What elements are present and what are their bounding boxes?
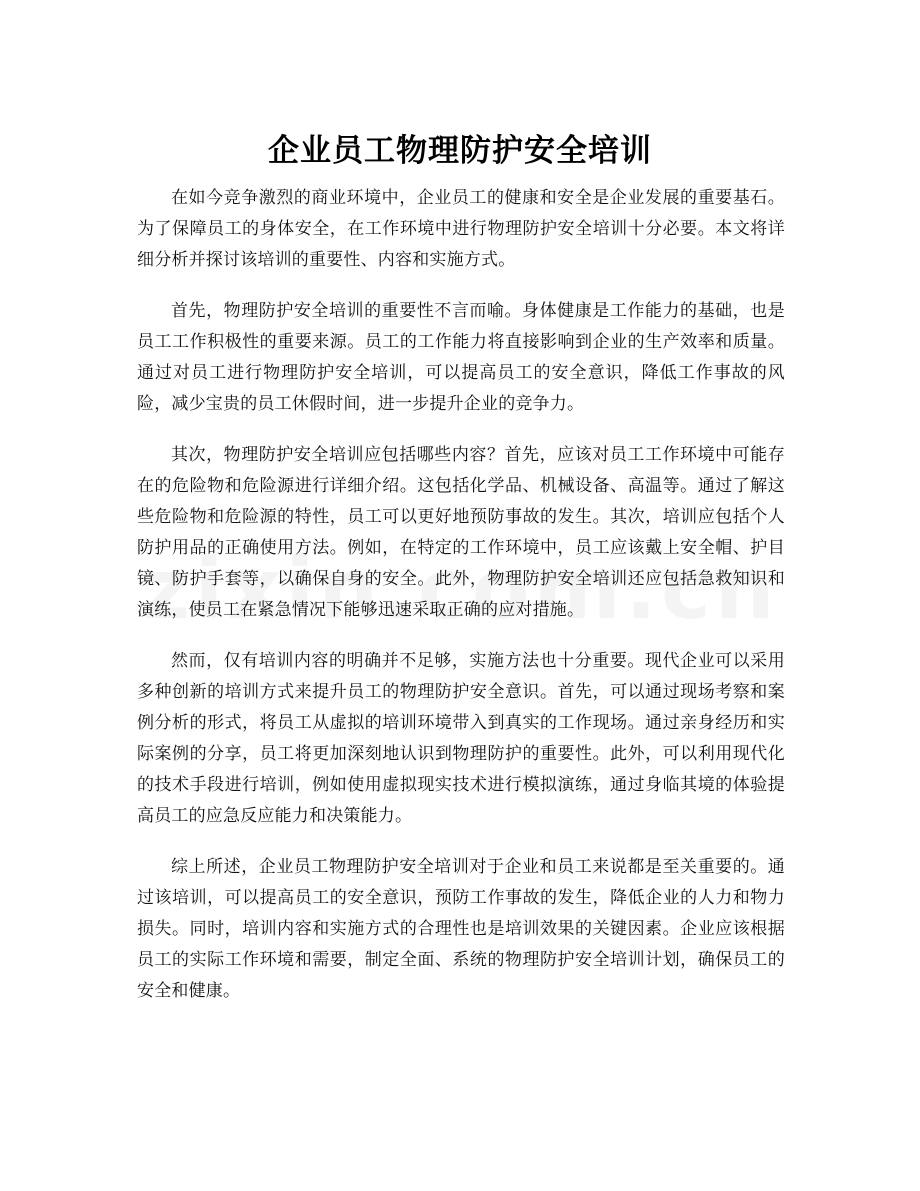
paragraph-4: 然而，仅有培训内容的明确并不足够，实施方法也十分重要。现代企业可以采用多种创新的培训方式来提升员工的物理防护安全意识。首先，可以通过现场考察和案例分析的形式，将员工从虚拟的培训环境带入到真实的工作现场。通过亲身经历和实际案例的分享，员工将更加深刻地认识到物理防护的重要性。此外，可以利用现代化的技术手段进行培训，例如使用虚拟现实技术进行模拟演练，通过身临其境的体验提高员工的应急反应能力和决策能力。 (137, 651, 785, 826)
page-title: 企业员工物理防护安全培训 (268, 132, 652, 169)
document-body (137, 183, 785, 1027)
paragraph-3: 其次，物理防护安全培训应包括哪些内容？首先，应该对员工工作环境中可能存在的危险物和危险源进行详细介绍。这包括化学品、机械设备、高温等。通过了解这些危险物和危险源的特性，员工可以更好地预防事故的发生。其次，培训应包括个人防护用品的正确使用方法。例如，在特定的工作环境中，员工应该戴上安全帽、护目镜、防护手套等，以确保自身的安全。此外，物理防护安全培训还应包括急救知识和演练，使员工在紧急情况下能够迅速采取正确的应对措施。 (137, 445, 785, 620)
paragraph-2: 首先，物理防护安全培训的重要性不言而喻。身体健康是工作能力的基础，也是员工工作积极性的重要来源。员工的工作能力将直接影响到企业的生产效率和质量。通过对员工进行物理防护安全培训，可以提高员工的安全意识，降低工作事故的风险，减少宝贵的员工休假时间，进一步提升企业的竞争力。 (137, 301, 785, 414)
paragraph-1: 在如今竞争激烈的商业环境中，企业员工的健康和安全是企业发展的重要基石。为了保障员工的身体安全，在工作环境中进行物理防护安全培训十分必要。本文将详细分析并探讨该培训的重要性、内容和实施方式。 (137, 188, 785, 270)
paragraph-5: 综上所述，企业员工物理防护安全培训对于企业和员工来说都是至关重要的。通过该培训，可以提高员工的安全意识，预防工作事故的发生，降低企业的人力和物力损失。同时，培训内容和实施方式的合理性也是培训效果的关键因素。企业应该根据员工的实际工作环境和需要，制定全面、系统的物理防护安全培训计划，确保员工的安全和健康。 (137, 857, 785, 1001)
